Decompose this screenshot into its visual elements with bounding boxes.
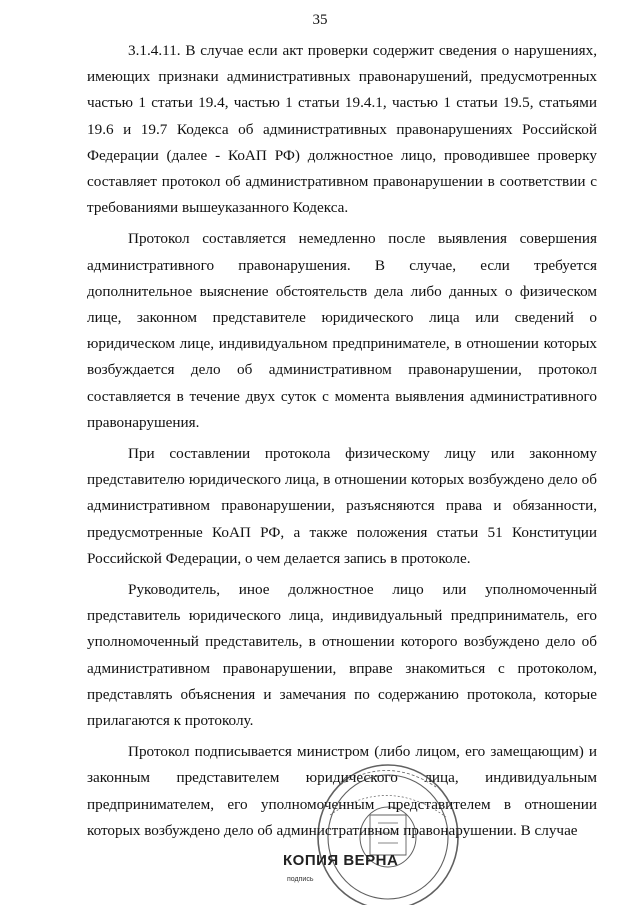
paragraph-3: При составлении протокола физическому лицу или законному представителю юридического лица, в отношении которых возбуждено дело об административном правонарушении, разъясняются права и обязанности, предусмотренные КоАП РФ, а также положения статьи 51 Конституции Российской Федерации, о чем делается запись в протоколе. bbox=[87, 445, 597, 567]
document-body bbox=[87, 38, 597, 844]
page-number: 35 bbox=[312, 12, 328, 28]
paragraph-4: Руководитель, иное должностное лицо или уполномоченный представитель юридического лица, индивидуальный предприниматель, его уполномоченный представитель, в отношении которого возбуждено дело об административном правонарушении, вправе знакомиться с протоколом, представлять объяснения и замечания по содержанию протокола, которые прилагаются к протоколу. bbox=[87, 581, 597, 730]
stamp-sublabel: подпись bbox=[287, 876, 314, 883]
paragraph-1: 3.1.4.11. В случае если акт проверки содержит сведения о нарушениях, имеющих признаки административных правонарушений, предусмотренных частью 1 статьи 19.4, частью 1 статьи 19.4.1, частью 1 статьи 19.5, статьями 19.6 и 19.7 Кодекса об административных правонарушениях Российской Федерации (далее - КоАП РФ) должностное лицо, проводившее проверку составляет протокол об административном правонарушении в соответствии с требованиями вышеуказанного Кодекса. bbox=[87, 42, 597, 217]
paragraph-5: Протокол подписывается министром (либо лицом, его замещающим) и законным представителем юридического лица, индивидуальным предпринимателем, его уполномоченным представителем в отношении которых возбуждено дело об административном правонарушении. В случае bbox=[87, 743, 597, 839]
stamp-label: КОПИЯ ВЕРНА bbox=[283, 852, 399, 869]
paragraph-2: Протокол составляется немедленно после выявления совершения административного правонарушения. В случае, если требуется дополнительное выяснение обстоятельств дела либо данных о физическом лице, законном представителе юридического лица или сведений о юридическом лице, индивидуальном предпринимателе, в отношении которых возбуждается дело об административном правонарушении, протокол составляется в течение двух суток с момента выявления административного правонарушения. bbox=[87, 230, 597, 431]
